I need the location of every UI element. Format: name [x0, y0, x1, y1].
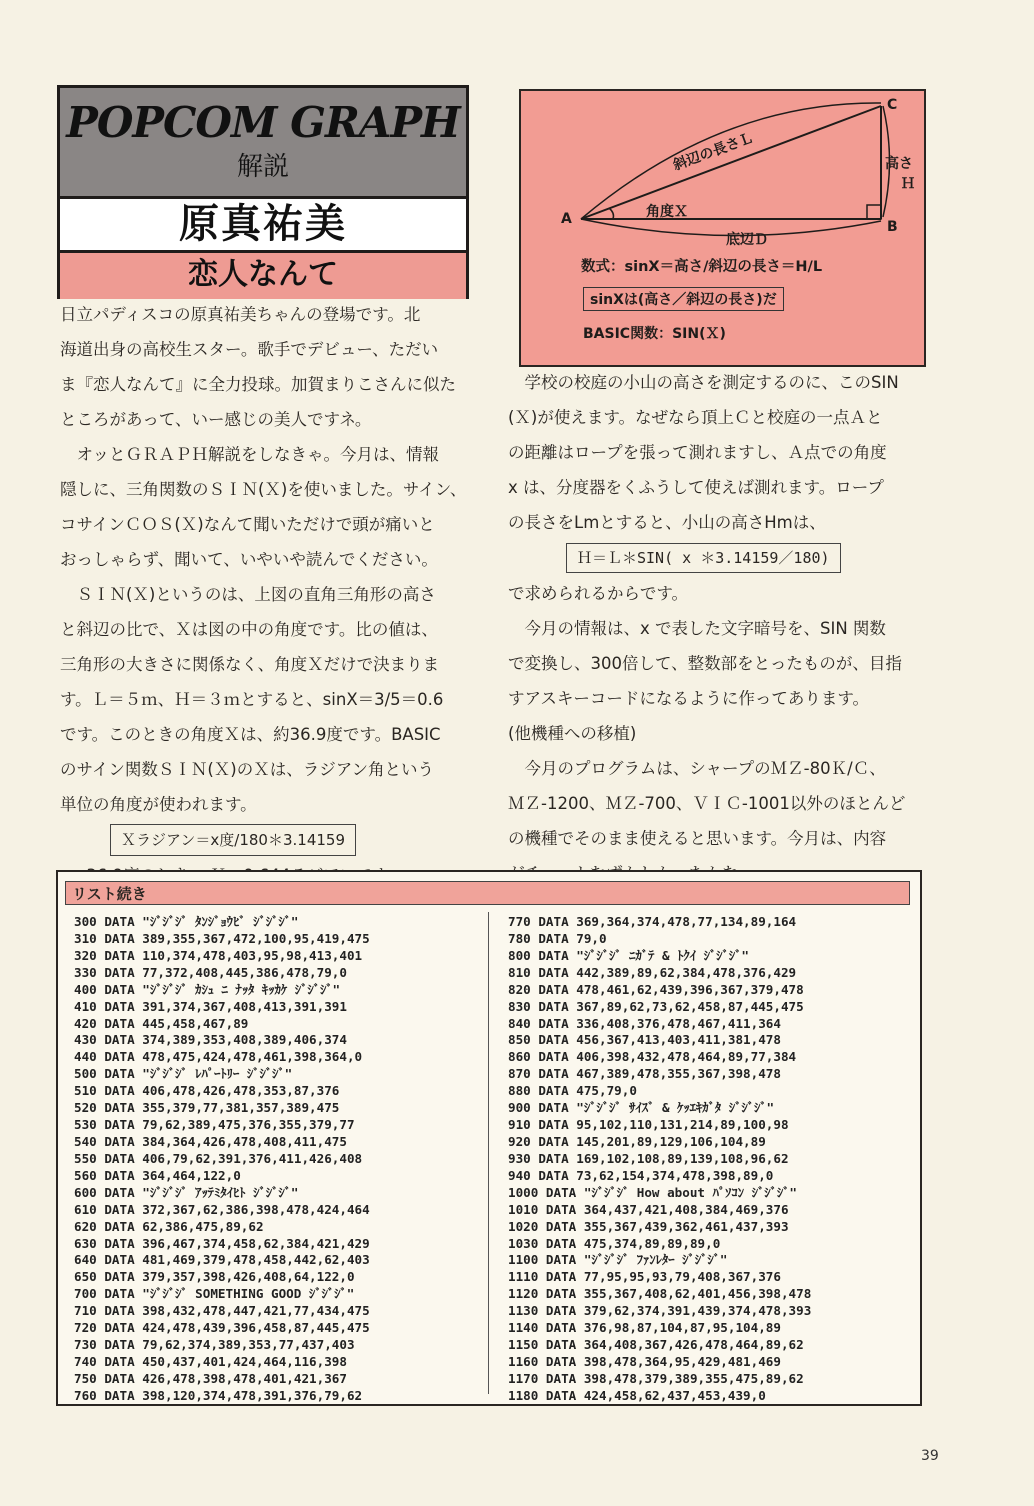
code-line: 560 DATA 364,464,122,0: [74, 1167, 241, 1183]
text-line: 今月の情報は、x で表した文字暗号を、SIN 関数: [524, 619, 886, 638]
code-line: 620 DATA 62,386,475,89,62: [74, 1218, 264, 1234]
program-listing: [56, 870, 922, 1406]
code-line: 940 DATA 73,62,154,374,478,398,89,0: [508, 1167, 774, 1183]
code-line: 430 DATA 374,389,353,408,389,406,374: [74, 1032, 347, 1048]
code-line: 820 DATA 478,461,62,439,396,367,379,478: [508, 981, 804, 997]
listing-right-column: [508, 914, 811, 1405]
text-line: 学校の校庭の小山の高さを測定するのに、このSIN: [524, 373, 899, 392]
song-title: 恋人なんて: [60, 250, 466, 299]
text-line: で変換し、300倍して、整数部をとったものが、目指: [508, 654, 902, 673]
listing-divider: [488, 912, 489, 1394]
code-line: 710 DATA 398,432,478,447,421,77,434,475: [74, 1303, 370, 1319]
sine-note: sinXは(高さ／斜辺の長さ)だ: [583, 287, 784, 311]
title-header-band: [60, 88, 466, 199]
code-line: 650 DATA 379,357,398,426,408,64,122,0: [74, 1269, 355, 1285]
code-line: 1120 DATA 355,367,408,62,401,456,398,478: [508, 1286, 812, 1302]
page-number: 39: [921, 1448, 939, 1464]
code-line: 1010 DATA 364,437,421,408,384,469,376: [508, 1201, 789, 1217]
code-line: 440 DATA 478,475,424,478,461,398,364,0: [74, 1049, 363, 1065]
radian-formula: Ｘラジアン＝x度/180＊3.14159: [110, 824, 356, 856]
code-line: 1150 DATA 364,408,367,426,478,464,89,62: [508, 1337, 804, 1353]
code-line: 500 DATA "ｼﾞｼﾞｼﾞ ﾚﾊﾟｰﾄﾘｰ ｼﾞｼﾞｼﾞ": [74, 1066, 293, 1082]
code-line: 410 DATA 391,374,367,408,413,391,391: [74, 998, 347, 1014]
code-line: 330 DATA 77,372,408,445,386,478,79,0: [74, 964, 347, 980]
text-line: (Ｘ)が使えます。なぜなら頂上Ｃと校庭の一点Ａと: [508, 408, 883, 427]
code-line: 1100 DATA "ｼﾞｼﾞｼﾞ ﾌｧﾝﾚﾀｰ ｼﾞｼﾞｼﾞ": [508, 1252, 728, 1268]
text-line: おっしゃらず、聞いて、いやいや読んでください。: [60, 550, 438, 569]
hypotenuse-label: 斜辺の長さＬ: [671, 130, 756, 174]
code-line: 740 DATA 450,437,401,424,464,116,398: [74, 1353, 347, 1369]
text-line: x は、分度器をくふうして使えば測れます。ロープ: [508, 478, 884, 497]
text-line: で求められるからです。: [508, 584, 689, 603]
code-line: 730 DATA 79,62,374,389,353,77,437,403: [74, 1337, 355, 1353]
code-line: 610 DATA 372,367,62,386,398,478,424,464: [74, 1201, 370, 1217]
listing-title: リスト続き: [65, 881, 910, 905]
code-line: 800 DATA "ｼﾞｼﾞｼﾞ ﾆｶﾞﾃ & ﾄｸｲ ｼﾞｼﾞｼﾞ": [508, 947, 749, 963]
code-line: 1160 DATA 398,478,364,95,429,481,469: [508, 1353, 781, 1369]
text-line: 隠しに、三角関数のＳＩＮ(Ｘ)を使いました。サイン、: [60, 480, 467, 499]
code-line: 1020 DATA 355,367,439,362,461,437,393: [508, 1218, 789, 1234]
code-line: 530 DATA 79,62,389,475,376,355,379,77: [74, 1117, 355, 1133]
code-line: 930 DATA 169,102,108,89,139,108,96,62: [508, 1150, 789, 1166]
text-line: コサインＣＯＳ(Ｘ)なんて聞いただけで頭が痛いと: [60, 515, 435, 534]
text-line: と斜辺の比で、Ｘは図の中の角度です。比の値は、: [60, 620, 438, 639]
title-block: [57, 85, 469, 299]
code-line: 900 DATA "ｼﾞｼﾞｼﾞ ｻｲｽﾞ & ｹｯｴｷｶﾞﾀ ｼﾞｼﾞｼﾞ": [508, 1100, 775, 1116]
right-article-column: [508, 365, 922, 891]
code-line: 760 DATA 398,120,374,478,391,376,79,62: [74, 1387, 363, 1403]
code-line: 310 DATA 389,355,367,472,100,95,419,475: [74, 930, 370, 946]
text-line: です。このときの角度Ｘは、約36.9度です。BASIC: [60, 725, 441, 744]
code-line: 630 DATA 396,467,374,458,62,384,421,429: [74, 1235, 370, 1251]
vertex-b-label: B: [887, 219, 898, 235]
vertex-c-label: C: [887, 97, 898, 113]
sine-triangle-diagram: [519, 89, 926, 367]
code-line: 1000 DATA "ｼﾞｼﾞｼﾞ How about ﾊﾟｿｺﾝ ｼﾞｼﾞｼﾞ": [508, 1184, 798, 1200]
series-subtitle: 解説: [236, 152, 289, 182]
code-line: 1140 DATA 376,98,87,104,87,95,104,89: [508, 1320, 781, 1336]
text-line: す。Ｌ＝５ｍ、Ｈ＝３ｍとすると、sinX＝3/5＝0.6: [60, 690, 444, 709]
code-line: 520 DATA 355,379,77,381,357,389,475: [74, 1100, 340, 1116]
code-line: 720 DATA 424,478,439,396,458,87,445,475: [74, 1320, 370, 1336]
code-line: 750 DATA 426,478,398,478,401,421,367: [74, 1370, 347, 1386]
left-article-column: [60, 297, 470, 893]
code-line: 510 DATA 406,478,426,478,353,87,376: [74, 1083, 340, 1099]
text-line: 単位の角度が使われます。: [60, 795, 257, 814]
text-line: 海道出身の高校生スター。歌手でデビュー、ただい: [60, 340, 439, 359]
code-line: 1030 DATA 475,374,89,89,89,0: [508, 1235, 721, 1251]
code-line: 600 DATA "ｼﾞｼﾞｼﾞ ｱｯﾃﾐﾀｲﾋﾄ ｼﾞｼﾞｼﾞ": [74, 1184, 299, 1200]
text-line: の距離はロープを張って測れますし、Ａ点での角度: [508, 443, 887, 462]
text-line: オッとＧＲＡＰＨ解説をしなきゃ。今月は、情報: [76, 445, 440, 464]
code-line: 550 DATA 406,79,62,391,376,411,426,408: [74, 1150, 363, 1166]
code-line: 1130 DATA 379,62,374,391,439,374,478,393: [508, 1303, 812, 1319]
code-line: 810 DATA 442,389,89,62,384,478,376,429: [508, 964, 797, 980]
code-line: 870 DATA 467,389,478,355,367,398,478: [508, 1066, 781, 1082]
code-line: 420 DATA 445,458,467,89: [74, 1015, 249, 1031]
height-formula: Ｈ＝Ｌ＊SIN( x ＊3.14159／180): [566, 543, 841, 573]
base-label: 底辺Ｄ: [726, 232, 768, 248]
code-line: 840 DATA 336,408,376,478,467,411,364: [508, 1015, 781, 1031]
code-line: 540 DATA 384,364,426,478,408,411,475: [74, 1133, 347, 1149]
section-heading: (他機種への移植): [508, 724, 637, 743]
height-label: 高さ: [885, 156, 913, 172]
text-line: の長さをLmとすると、小山の高さHmは、: [508, 513, 826, 532]
text-line: すアスキーコードになるように作ってあります。: [508, 689, 870, 708]
angle-label: 角度Ｘ: [646, 204, 688, 220]
code-line: 910 DATA 95,102,110,131,214,89,100,98: [508, 1117, 789, 1133]
code-line: 400 DATA "ｼﾞｼﾞｼﾞ ｶｼｭ ﾆ ﾅｯﾀ ｷｯｶｹ ｼﾞｼﾞｼﾞ": [74, 981, 341, 997]
listing-left-column: [74, 914, 370, 1405]
height-var-label: Ｈ: [901, 176, 915, 192]
code-line: 830 DATA 367,89,62,73,62,458,87,445,475: [508, 998, 804, 1014]
text-line: ＳＩＮ(Ｘ)というのは、上図の直角三角形の高さ: [76, 585, 436, 604]
basic-function-label: BASIC関数：SIN(Ｘ): [583, 326, 726, 342]
code-line: 780 DATA 79,0: [508, 930, 607, 946]
text-line: ところがあって、いー感じの美人ですネ。: [60, 410, 372, 429]
code-line: 770 DATA 369,364,374,478,77,134,89,164: [508, 914, 797, 929]
code-line: 880 DATA 475,79,0: [508, 1083, 637, 1099]
text-line: ま『恋人なんて』に全力投球。加賀まりこさんに似た: [60, 375, 456, 394]
code-line: 1180 DATA 424,458,62,437,453,439,0: [508, 1387, 766, 1403]
text-line: ＭＺ-1200、ＭＺ-700、ＶＩＣ-1001以外のほとんど: [508, 794, 906, 813]
code-line: 860 DATA 406,398,432,478,464,89,77,384: [508, 1049, 797, 1065]
series-title: POPCOM GRAPH: [66, 98, 460, 147]
text-line: 日立パディスコの原真祐美ちゃんの登場です。北: [60, 305, 421, 324]
code-line: 320 DATA 110,374,478,403,95,98,413,401: [74, 947, 363, 963]
text-line: 三角形の大きさに関係なく、角度Ｘだけで決まりま: [60, 655, 440, 674]
code-line: 1110 DATA 77,95,95,93,79,408,367,376: [508, 1269, 781, 1285]
text-line: の機種でそのまま使えると思います。今月は、内容: [508, 829, 887, 848]
code-line: 700 DATA "ｼﾞｼﾞｼﾞ SOMETHING GOOD ｼﾞｼﾞｼﾞ": [74, 1286, 355, 1302]
text-line: のサイン関数ＳＩＮ(Ｘ)のＸは、ラジアン角という: [60, 760, 435, 779]
artist-name: 原真祐美: [179, 201, 347, 247]
sine-formula: 数式：sinX＝高さ/斜辺の長さ＝H/L: [581, 259, 823, 275]
code-line: 640 DATA 481,469,379,478,458,442,62,403: [74, 1252, 370, 1268]
code-line: 850 DATA 456,367,413,403,411,381,478: [508, 1032, 781, 1048]
text-line: 今月のプログラムは、シャープのＭＺ-80Ｋ/Ｃ、: [524, 759, 886, 778]
code-line: 920 DATA 145,201,89,129,106,104,89: [508, 1133, 766, 1149]
vertex-a-label: A: [561, 211, 572, 227]
code-line: 300 DATA "ｼﾞｼﾞｼﾞ ﾀﾝｼﾞｮｳﾋﾞ ｼﾞｼﾞｼﾞ": [74, 914, 299, 929]
code-line: 1170 DATA 398,478,379,389,355,475,89,62: [508, 1370, 804, 1386]
